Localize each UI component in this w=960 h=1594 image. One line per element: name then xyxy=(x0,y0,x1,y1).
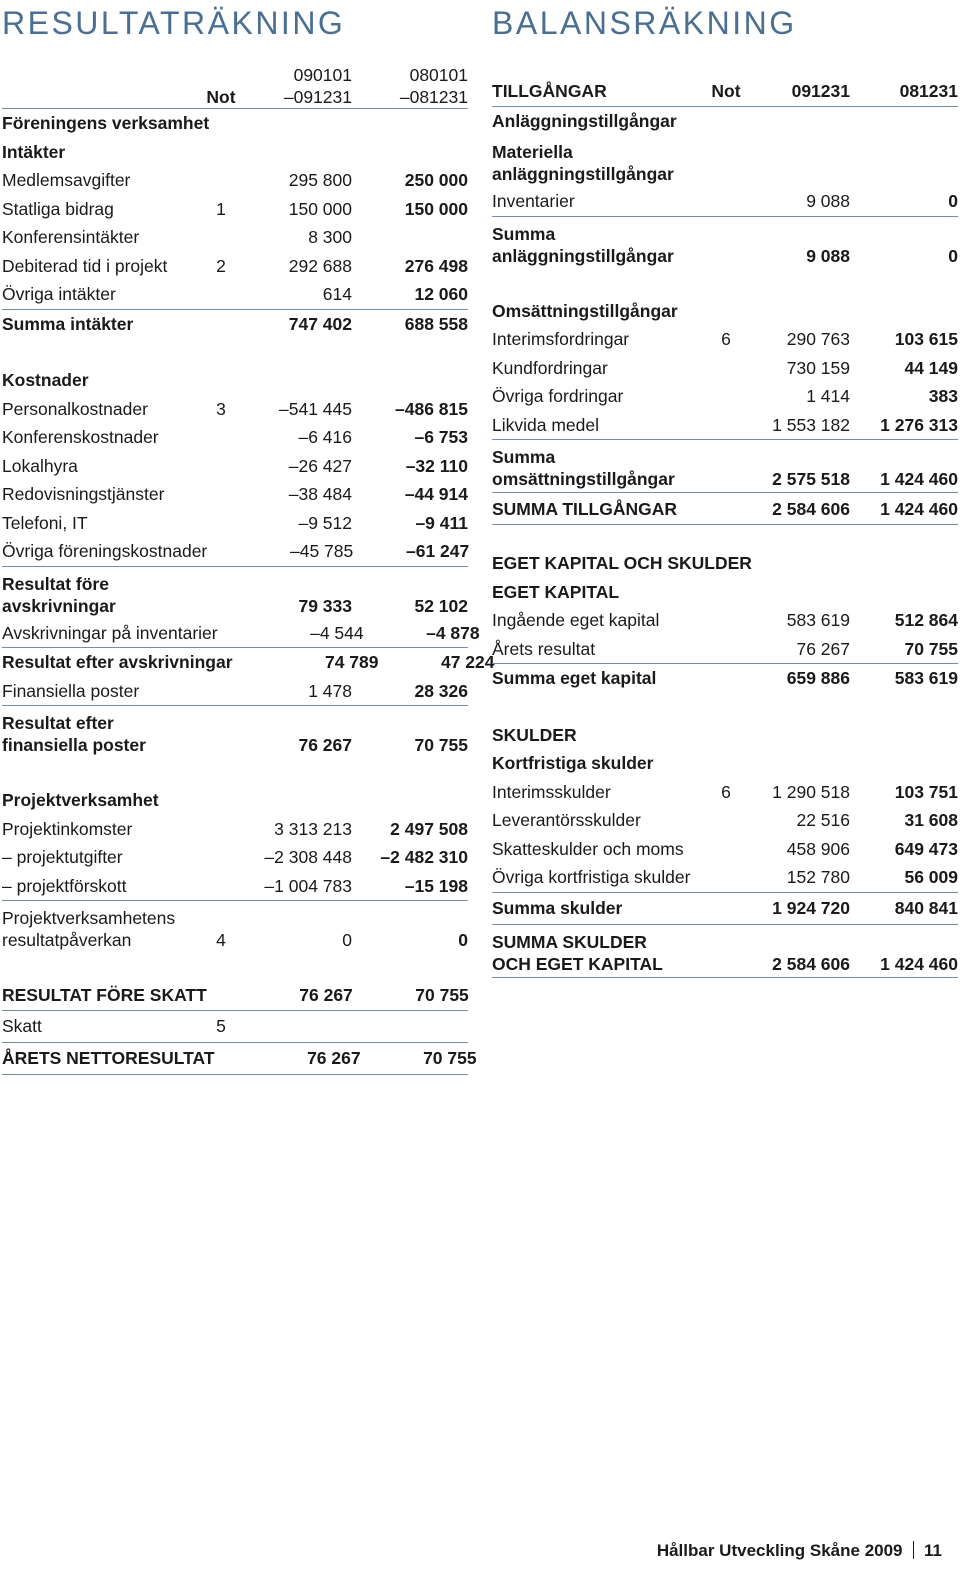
table-row: Debiterad tid i projekt 2 292 688 276 498 xyxy=(2,255,468,276)
table-row: Projektinkomster 3 313 213 2 497 508 xyxy=(2,818,468,839)
balance-sheet-title: BALANSRÄKNING xyxy=(492,5,797,41)
table-row: Lokalhyra –26 427 –32 110 xyxy=(2,455,468,476)
section-heading: Omsättningstillgångar xyxy=(492,300,678,321)
table-row: Övriga föreningskostnader –45 785 –61 247 xyxy=(2,537,468,567)
table-row: Avskrivningar på inventarier –4 544 –4 878 xyxy=(2,619,468,649)
total-row: SUMMA TILLGÅNGAR 2 584 606 1 424 460 xyxy=(492,493,958,525)
footer-divider xyxy=(913,1541,915,1559)
date-2008-header: 081231 xyxy=(899,81,958,102)
section-heading: Kortfristiga skulder xyxy=(492,753,654,774)
table-row: Telefoni, IT –9 512 –9 411 xyxy=(2,512,468,533)
table-row: Leverantörsskulder 22 516 31 608 xyxy=(492,810,958,831)
table-row: Medlemsavgifter 295 800 250 000 xyxy=(2,170,468,191)
balance-sheet xyxy=(492,0,958,978)
section-heading: Föreningens verksamhet xyxy=(2,113,210,134)
total-row: Resultat efter avskrivningar 74 789 47 224 xyxy=(2,652,495,673)
table-row: Skatt 5 xyxy=(2,1011,468,1043)
section-heading: Kostnader xyxy=(2,370,89,391)
total-row: Summa intäkter 747 402 688 558 xyxy=(2,313,468,334)
income-header-row xyxy=(2,60,468,109)
table-row: Statliga bidrag 1 150 000 150 000 xyxy=(2,198,468,219)
period-2008-header: 080101 –081231 xyxy=(399,65,468,107)
table-row: Projektverksamhetens resultatpåverkan 4 0 0 xyxy=(2,908,468,950)
total-row: RESULTAT FÖRE SKATT 76 267 70 755 xyxy=(2,981,468,1011)
table-row: Övriga kortfristiga skulder 152 780 56 009 xyxy=(492,863,958,893)
section-heading: Intäkter xyxy=(2,141,66,162)
table-row: Likvida medel 1 553 182 1 276 313 xyxy=(492,411,958,441)
total-row: Summa omsättningstillgångar 2 575 518 1 424 460 xyxy=(492,440,958,493)
table-row: Ingående eget kapital 583 619 512 864 xyxy=(492,610,958,631)
table-row: Inventarier 9 088 0 xyxy=(492,187,958,217)
table-row: Skatteskulder och moms 458 906 649 473 xyxy=(492,838,958,859)
date-2009-header: 091231 xyxy=(791,81,850,102)
table-row: – projektförskott –1 004 783 –15 198 xyxy=(2,872,468,902)
page-footer xyxy=(657,1541,942,1561)
table-row: Redovisningstjänster –38 484 –44 914 xyxy=(2,484,468,505)
total-row: Summa skulder 1 924 720 840 841 xyxy=(492,893,958,925)
table-row: Personalkostnader 3 –541 445 –486 815 xyxy=(2,398,468,419)
section-heading: Materiella anläggningstillgångar xyxy=(492,142,674,184)
table-row: Övriga intäkter 614 12 060 xyxy=(2,280,468,310)
section-heading: Anläggningstillgångar xyxy=(492,110,677,131)
table-row: – projektutgifter –2 308 448 –2 482 310 xyxy=(2,847,468,868)
total-row: Summa eget kapital 659 886 583 619 xyxy=(492,668,958,689)
total-row: ÅRETS NETTORESULTAT 76 267 70 755 xyxy=(2,1043,468,1075)
total-row: Resultat efter finansiella poster 76 267 70 755 xyxy=(2,713,468,755)
table-row: Interimsfordringar 6 290 763 103 615 xyxy=(492,329,958,350)
table-row: Konferensintäkter 8 300 xyxy=(2,227,352,248)
table-row: Interimsskulder 6 1 290 518 103 751 xyxy=(492,781,958,802)
income-statement xyxy=(2,0,495,1075)
note-column-header: Not xyxy=(711,81,741,102)
section-heading: Projektverksamhet xyxy=(2,790,159,811)
period-2009-header: 090101 –091231 xyxy=(283,65,352,107)
section-heading: SKULDER xyxy=(492,724,577,745)
balance-header-row: TILLGÅNGAR Not 091231 081231 xyxy=(492,77,958,107)
table-row: Kundfordringar 730 159 44 149 xyxy=(492,357,958,378)
publication-title: Hållbar Utveckling Skåne 2009 xyxy=(656,1541,903,1560)
section-heading: EGET KAPITAL OCH SKULDER xyxy=(492,553,752,574)
total-row: SUMMA SKULDER OCH EGET KAPITAL 2 584 606 1 424 460 xyxy=(492,925,958,978)
table-row: Årets resultat 76 267 70 755 xyxy=(492,635,958,665)
table-row: Konferenskostnader –6 416 –6 753 xyxy=(2,427,468,448)
total-row: Resultat före avskrivningar 79 333 52 102 xyxy=(2,573,468,616)
income-statement-title: RESULTATRÄKNING xyxy=(2,5,346,41)
section-heading: EGET KAPITAL xyxy=(492,581,620,602)
page-number: 11 xyxy=(924,1541,942,1560)
note-column-header: Not xyxy=(206,87,236,107)
table-row: Övriga fordringar 1 414 383 xyxy=(492,386,958,407)
table-row: Finansiella poster 1 478 28 326 xyxy=(2,677,468,707)
total-row: Summa anläggningstillgångar 9 088 0 xyxy=(492,223,958,266)
